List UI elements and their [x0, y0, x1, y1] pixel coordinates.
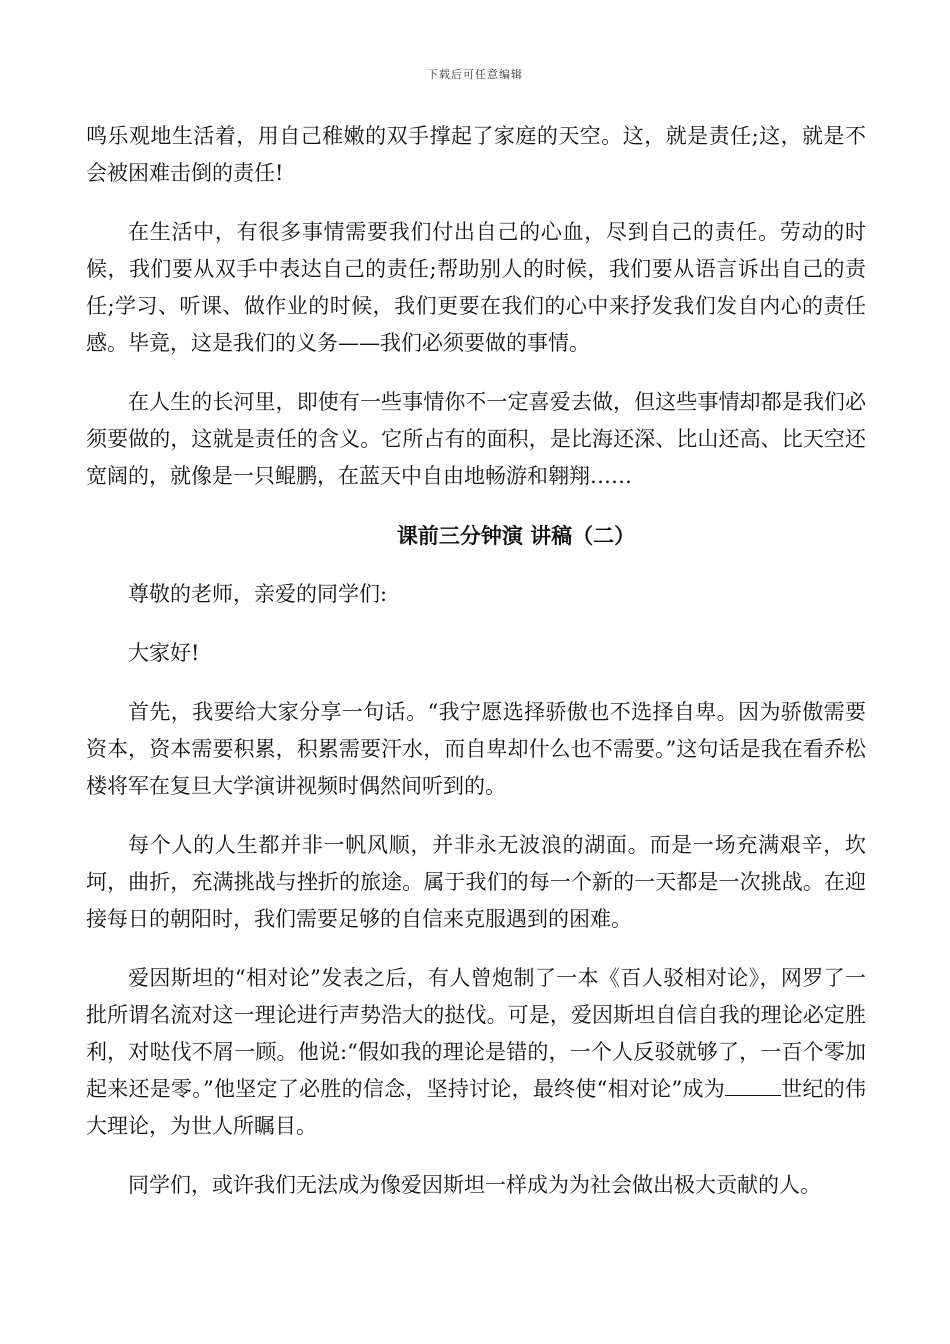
- paragraph-4: 首先，我要给大家分享一句话。“我宁愿选择骄傲也不选择自卑。因为骄傲需要资本，资本需要积累，积累需要汗水，而自卑却什么也不需要。”这句话是我在看乔松楼将军在复旦大学演讲视频时偶然间听到的。: [86, 700, 866, 798]
- paragraph-2: 在生活中，有很多事情需要我们付出自己的心血，尽到自己的责任。劳动的时候，我们要从双手中表达自己的责任;帮助别人的时候，我们要从语言诉出自己的责任;学习、听课、做作业的时候，我们更要在我们的心中来抒发我们发自内心的责任感。毕竟，这是我们的义务——我们必须要做的事情。: [86, 220, 866, 355]
- paragraph-6-text-b: 世纪的伟大理论，为世人所瞩目。: [86, 1077, 866, 1138]
- paragraph-5: 每个人的人生都并非一帆风顺，并非永无波浪的湖面。而是一场充满艰辛，坎坷，曲折，充满挑战与挫折的旅途。属于我们的每一个新的一天都是一次挑战。在迎接每日的朝阳时，我们需要足够的自信来克服遇到的困难。: [86, 833, 866, 931]
- paragraph-6: [86, 960, 866, 1145]
- section-heading: 课前三分钟演 讲稿（二）: [396, 523, 636, 548]
- document-body: [86, 118, 866, 1226]
- paragraph-hello: 大家好!: [128, 641, 200, 665]
- paragraph-3: 在人生的长河里，即使有一些事情你不一定喜爱去做，但这些事情却都是我们必须要做的，这就是责任的含义。它所占有的面积，是比海还深、比山还高、比天空还宽阔的，就像是一只鲲鹏，在蓝天中自由地畅游和翱翔……: [86, 390, 866, 488]
- paragraph-greeting: 尊敬的老师，亲爱的同学们:: [128, 582, 388, 606]
- fill-in-blank: [725, 1073, 781, 1096]
- paragraph-1: 鸣乐观地生活着，用自己稚嫩的双手撑起了家庭的天空。这，就是责任;这，就是不会被困难击倒的责任!: [86, 124, 866, 185]
- page-header: 下载后可任意编辑: [427, 68, 523, 81]
- paragraph-7: 同学们，或许我们无法成为像爱因斯坦一样成为为社会做出极大贡献的人。: [128, 1173, 821, 1197]
- paragraph-6-text-a: 爱因斯坦的“相对论”发表之后，有人曾炮制了一本《百人驳相对论》，网罗了一批所谓名流对这一理论进行声势浩大的挞伐。可是，爱因斯坦自信自我的理论必定胜利，对哒伐不屑一顾。他说:“假如我的理论是错的，一个人反驳就够了，一百个零加起来还是零。”他坚定了必胜的信念，坚持讨论，最终使“相对论”成为: [86, 966, 866, 1101]
